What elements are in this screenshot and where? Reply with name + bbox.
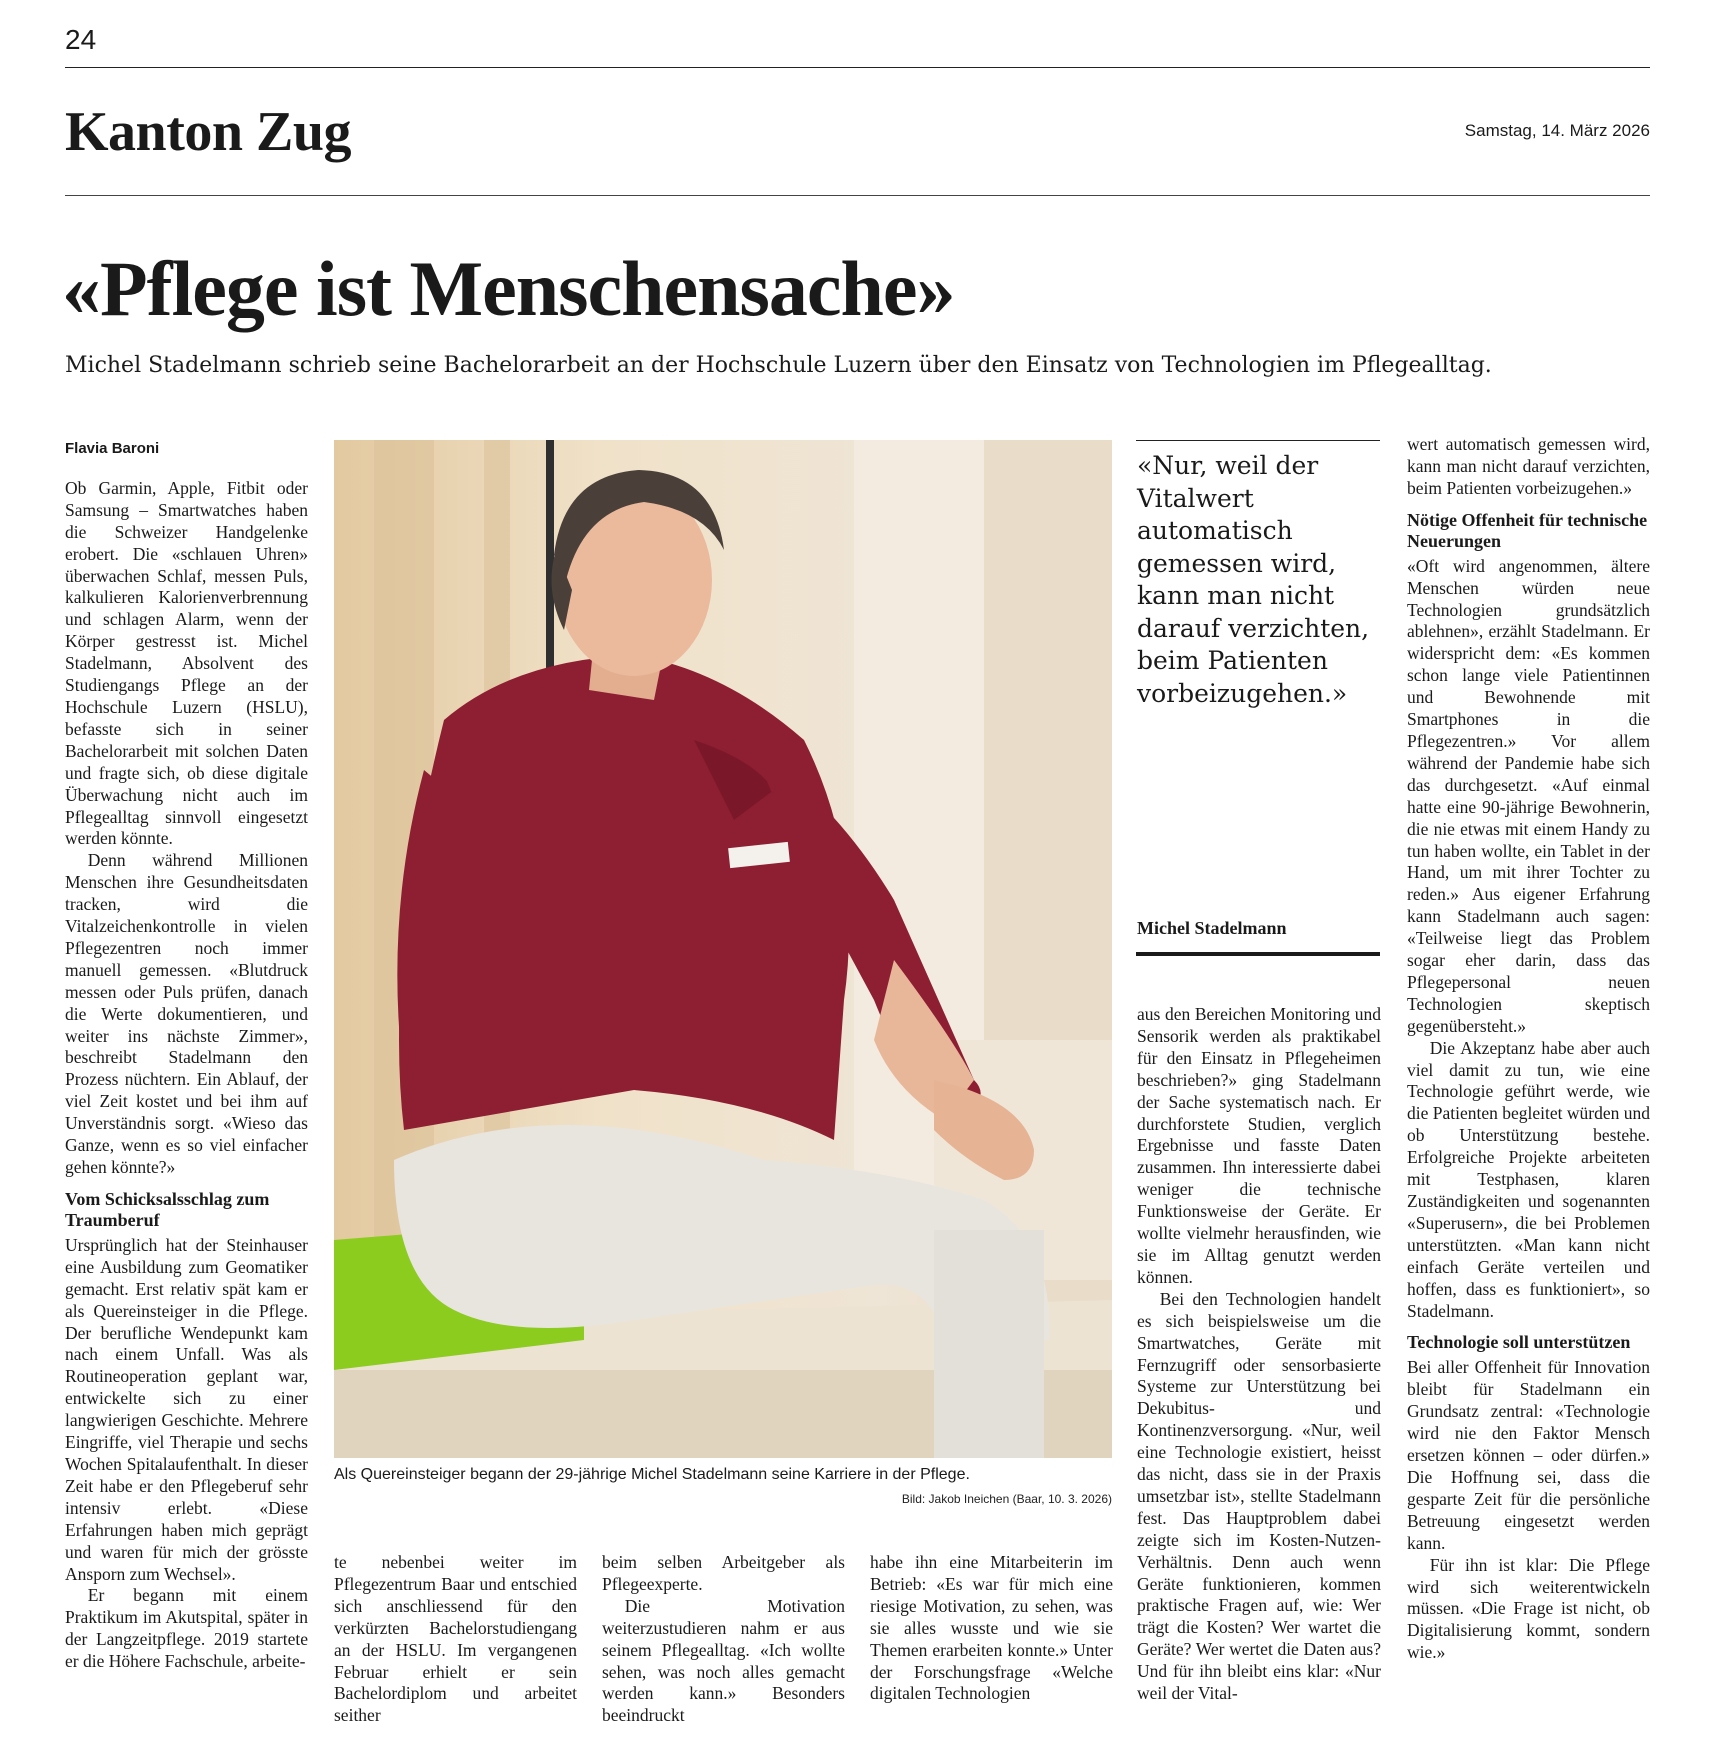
article-column-5: [1137, 1004, 1381, 1705]
paragraph: «Oft wird angenommen, ältere Menschen würden neue Technologien grundsätzlich ablehnen», erzählt Stadelmann. Er widerspricht dem: «Es kommen schon lange viele Patientinnen und Bewohnende mit Smartphones in die Pflegezentren.» Vor allem während der Pandemie habe sich das durchgesetzt. «Auf einmal hatte eine 90-jährige Bewohnerin, die nie etwas mit einem Handy zu tun haben wollte, ein Tablet in der Hand, um mit ihrer Tochter zu reden.» Aus eigener Erfahrung kann Stadelmann auch sagen: «Teilweise liegt das Problem sogar eher darin, dass das Pflegepersonal neuen Technologien skeptisch gegenübersteht.»: [1407, 555, 1650, 1036]
article-photo: [334, 440, 1112, 1458]
paragraph: te nebenbei weiter im Pflegezentrum Baar und entschied sich anschliessend für den verkürzten Bachelorstudiengang an der HSLU. Im vergangenen Februar erhielt er sein Bachelordiplom und arbeitet seither: [334, 1552, 577, 1726]
article-column-3: [602, 1552, 845, 1727]
paragraph: Ursprünglich hat der Steinhauser eine Ausbildung zum Geomatiker gemacht. Erst relativ spät kam er als Quereinsteiger in die Pflege. Der berufliche Wendepunkt kam nach einem Unfall. Was als Routineoperation geplant war, entwickelte sich zu einer langwierigen Geschichte. Mehrere Eingriffe, viel Therapie und sechs Wochen Spitalaufenthalt. In dieser Zeit habe er den Pflegeberuf sehr intensiv erlebt. «Diese Erfahrungen haben mich geprägt und waren für mich der grösste Ansporn zum Wechsel».: [65, 1234, 308, 1584]
pullquote-author: Michel Stadelmann: [1137, 918, 1287, 938]
article-headline: «Pflege ist Menschensache»: [62, 245, 955, 332]
paragraph: Die Akzeptanz habe aber auch viel damit zu tun, wie eine Technologie geführt werde, wie die Patienten begleitet würden und ob Unterstützung bestehe. Erfolgreiche Projekte arbeiteten mit Testphasen, klaren Zuständigkeiten und sogenannten «Superusern», die bei Problemen unterstützten. «Man kann nicht einfach Geräte verteilen und hoffen, dass es funktioniert», so Stadelmann.: [1407, 1037, 1650, 1321]
issue-date: Samstag, 14. März 2026: [1464, 121, 1650, 140]
photo-caption: Als Quereinsteiger begann der 29-jährige Michel Stadelmann seine Karriere in der Pflege.: [334, 1466, 970, 1483]
paragraph: aus den Bereichen Monitoring und Sensorik werden als praktikabel für den Einsatz in Pflegeheimen beschrieben?» ging Stadelmann der Sache systematisch nach. Er durchforstete Studien, verglich Ergebnisse und fasste Daten zusammen. Ihn interessierte dabei weniger die technische Funktionsweise der Geräte. Er wollte vielmehr herausfinden, wie sie im Alltag genutzt werden können.: [1137, 1004, 1381, 1287]
paragraph: Bei aller Offenheit für Innovation bleibt für Stadelmann ein Grundsatz zentral: «Technologie wird nie den Faktor Mensch ersetzen können – oder dürfen.» Die Hoffnung sei, dass die gesparte Zeit für die persönliche Betreuung eingesetzt werden kann.: [1407, 1357, 1650, 1553]
paragraph: wert automatisch gemessen wird, kann man nicht darauf verzichten, beim Patienten vorbeizugehen.»: [1407, 434, 1650, 498]
section-rule: [65, 195, 1650, 196]
paragraph: habe ihn eine Mitarbeiterin im Betrieb: «Es war für mich eine riesige Motivation, zu sehen, was sie alles wusste und wie sie Themen erarbeiten konnte.» Unter der Forschungsfrage «Welche digitalen Technologien: [870, 1552, 1113, 1704]
portrait-illustration: [334, 440, 1112, 1458]
article-lead: Michel Stadelmann schrieb seine Bachelorarbeit an der Hochschule Luzern über den Einsatz von Technologien im Pflegealltag.: [65, 353, 1492, 378]
page-number: 24: [65, 24, 97, 55]
article-column-4: [870, 1552, 1113, 1705]
paragraph: Denn während Millionen Menschen ihre Gesundheitsdaten tracken, wird die Vitalzeichenkontrolle in vielen Pflegezentren noch immer manuell gemessen. «Blutdruck messen oder Puls prüfen, danach die Werte dokumentieren, und weiter ins nächste Zimmer», beschreibt Stadelmann den Prozess nüchtern. Ein Ablauf, der viel Zeit kostet und bei ihm auf Unverständnis sorgt. «Wieso das Ganze, wenn es so viel einfacher gehen könnte?»: [65, 850, 308, 1177]
article-column-1: [65, 438, 308, 1673]
author-byline: Flavia Baroni: [65, 440, 160, 457]
pullquote-bottom-rule: [1136, 952, 1380, 956]
paragraph: Bei den Technologien handelt es sich beispielsweise um die Smartwatches, Geräte mit Fernzugriff oder sensorbasierte Systeme zur Unterstützung bei Dekubitus- und Kontinenzversorgung. «Nur, weil eine Technologie existiert, heisst das nicht, dass sie in der Praxis umsetzbar ist», stellte Stadelmann fest. Das Hauptproblem dabei zeigte sich im Kosten-Nutzen-Verhältnis. Denn auch wenn Geräte funktionieren, kommen praktische Fragen auf, wie: Wer trägt die Kosten? Wer wartet die Geräte? Wer wertet die Daten aus? Und für ihn bleibt eins klar: «Nur weil der Vital-: [1137, 1288, 1381, 1704]
paragraph: Die Motivation weiterzustudieren nahm er aus seinem Pflegealltag. «Ich wollte sehen, was noch alles gemacht werden kann.» Besonders beeindruckt: [602, 1595, 845, 1726]
paragraph: beim selben Arbeitgeber als Pflegeexperte.: [602, 1552, 845, 1594]
subheading: Nötige Offenheit für technische Neuerungen: [1407, 509, 1648, 551]
article-column-6: [1407, 434, 1650, 1664]
pullquote-text: «Nur, weil der Vitalwert automatisch gemessen wird, kann man nicht darauf verzichten, beim Patienten vorbeizugehen.»: [1137, 451, 1370, 708]
subheading: Vom Schicksalsschlag zum Traumberuf: [65, 1188, 270, 1230]
article-column-2: [334, 1552, 577, 1727]
paragraph: Ob Garmin, Apple, Fitbit oder Samsung – Smartwatches haben die Schweizer Handgelenke erobert. Die «schlauen Uhren» überwachen Schlaf, messen Puls, kalkulieren Kalorienverbrennung und schlagen Alarm, wenn der Körper gestresst ist. Michel Stadelmann, Absolvent des Studiengangs Pflege an der Hochschule Luzern (HSLU), befasste sich in seiner Bachelorarbeit mit solchen Daten und fragte sich, ob diese digitale Überwachung nicht auch im Pflegealltag sinnvoll eingesetzt werden könnte.: [65, 477, 308, 849]
section-title: Kanton Zug: [65, 101, 351, 163]
paragraph: Er begann mit einem Praktikum im Akutspital, später in der Langzeitpflege. 2019 startete er die Höhere Fachschule, arbeite-: [65, 1585, 308, 1672]
paragraph: Für ihn ist klar: Die Pflege wird sich weiterentwickeln müssen. «Die Frage ist nicht, ob Digitalisierung kommt, sondern wie.»: [1407, 1554, 1650, 1663]
subheading: Technologie soll unterstützen: [1407, 1332, 1631, 1353]
pullquote-top-rule: [1136, 440, 1380, 441]
top-rule: [65, 67, 1650, 68]
photo-credit: Bild: Jakob Ineichen (Baar, 10. 3. 2026): [901, 1492, 1112, 1506]
